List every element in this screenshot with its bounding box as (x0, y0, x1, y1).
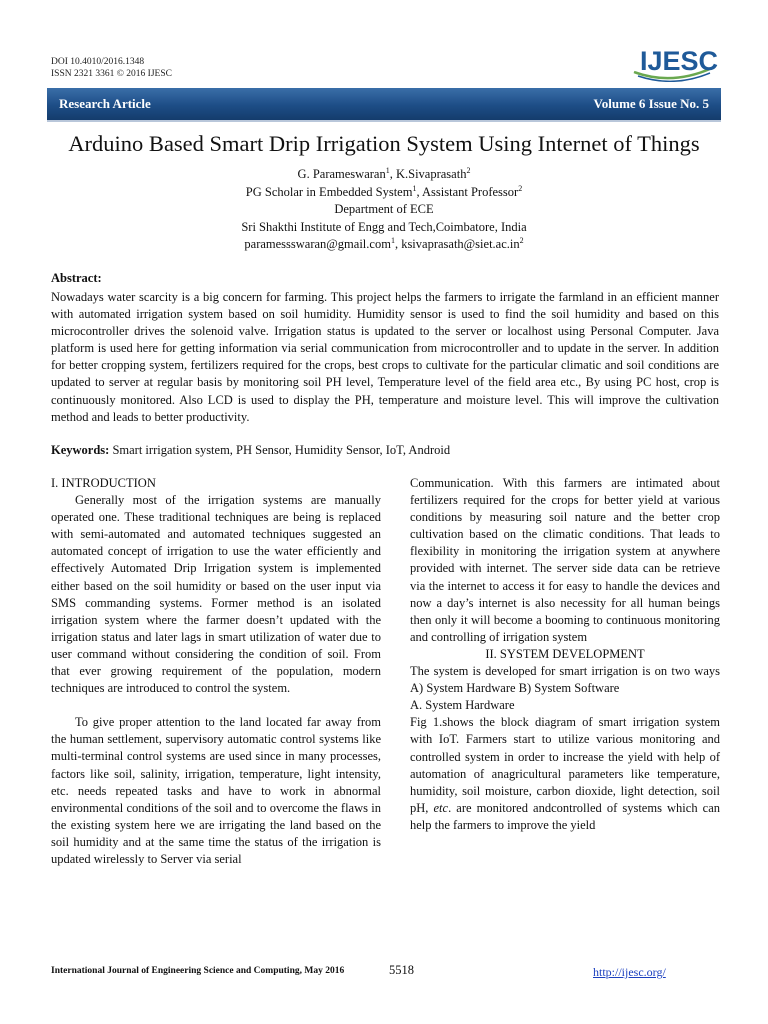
footer-page-number: 5518 (389, 963, 414, 977)
intro-paragraph-2: To give proper attention to the land located far away from the human settlement, supervisory automatic control systems like multi-terminal control systems are used since in many processes, factors like soil, salinity, irrigation, temperature, light intensity, etc. needs repeated tasks and have to work in abnormal environmental conditions of the soil and to overcome the flaws in the existing system here we are irrigating the land based on the soil humidity and at the same time the status of the irrigation is updated wirelessly to Server via serial (51, 715, 381, 866)
volume-issue: Volume 6 Issue No. 5 (593, 96, 709, 111)
left-column (51, 475, 381, 868)
author-names: G. Parameswaran$^1$, K.Sivaprasath$^2$ (297, 165, 471, 181)
keywords-line (51, 443, 450, 458)
intro-continued-paragraph: Communication. With this farmers are intimated about fertilizers required for the crops for better yield at various conditions by measuring soil nature and the better crop cultivation based on the climatic conditions. That leads to flexibility in monitoring the irrigation system at anywhere provided with internet. The server side data can be retrieve via the internet to access it for easy to handle the devices and now a day’s internet is also necessity for all human beings then only it will become a booming to continuous monitoring and controlling of irrigation system (410, 476, 720, 644)
author-department: Department of ECE (334, 202, 434, 216)
logo-text: IJESC (640, 46, 719, 76)
keywords-label: Keywords: (51, 443, 110, 457)
system-development-heading: II. SYSTEM DEVELOPMENT (485, 646, 645, 661)
system-hardware-heading: A. System Hardware (410, 698, 515, 713)
abstract-text: Nowadays water scarcity is a big concern for farming. This project helps the farmers to irrigate the farmland in an efficient manner with automated irrigation system based on soil humidity. Humidity sensor is used to find the soil humidity and based on this microcontroller drives the solenoid valve. Irrigation status is updated to the server or localhost using Personal Computer. Java platform is used here for getting information via serial communication from microcontroller and to update in the server. In addition for better cropping system, fertilizers required for the crops, best crops to cultivate for the particular climatic and soil conditions are updated to server at regular basis by monitoring soil PH level, Temperature level of the field area etc., By using PC host, crop is continuously monitored. Also LCD is used to display the PH, temperature and moisture level. This will improve the cultivation method and leads to better productivity. (51, 290, 719, 424)
author-block (0, 166, 768, 254)
abstract-heading: Abstract: (51, 271, 102, 285)
doi-text: DOI 10.4010/2016.1348 (51, 57, 145, 67)
keywords-text: Smart irrigation system, PH Sensor, Humidity Sensor, IoT, Android (109, 443, 451, 457)
intro-heading: I. INTRODUCTION (51, 476, 156, 490)
issn-text: ISSN 2321 3361 © 2016 IJESC (51, 69, 172, 79)
article-banner (47, 88, 721, 122)
author-institute: Sri Shakthi Institute of Engg and Tech,Coimbatore, India (241, 219, 527, 234)
journal-logo (632, 46, 719, 82)
footer-journal: International Journal of Engineering Science and Computing, May 2016 (51, 966, 345, 976)
header-meta (51, 56, 172, 80)
right-column (410, 475, 720, 834)
intro-paragraph-1: Generally most of the irrigation systems are manually operated one. These traditional techniques are being is replaced with semi-automated and automated techniques suggested an automated concept of irrigation to use the water efficiently and effectively Automated Drip Irrigation system is implemented either based on the soil humidity or based on the user input via SMS commanding systems. Former method is an isolated irrigation system where the farmer doesn’t updated with the irrigation status and later lags in smart utilization of water due to user command without considering the condition of soil. From that ever growing requirement of the population, modern techniques are introduced to control the system. (51, 493, 381, 696)
footer-url-link[interactable]: http://ijesc.org/ (593, 965, 666, 979)
paper-title: Arduino Based Smart Drip Irrigation System Using Internet of Things (68, 131, 700, 156)
author-emails: paramessswaran@gmail.com$^1$, $ksivaprasath@siet.ac.in^2$ (244, 235, 524, 251)
article-type: Research Article (59, 96, 151, 111)
author-roles: PG Scholar in Embedded System$^1$, Assistant Professor$^2$ (245, 183, 523, 199)
system-development-paragraph: The system is developed for smart irrigation is on two ways A) System Hardware B) System Software (410, 664, 720, 696)
system-hardware-paragraph: Fig 1.shows the block diagram of smart irrigation system with IoT. Farmers start to utilize various monitoring and controlled system in order to increase the yield with help of automation of anagricultural parameters like temperature, humidity, soil moisture, carbon dioxide, light detection, soil pH, etc. are monitored andcontrolled of systems which can help the farmers to improve the yield (410, 715, 720, 832)
